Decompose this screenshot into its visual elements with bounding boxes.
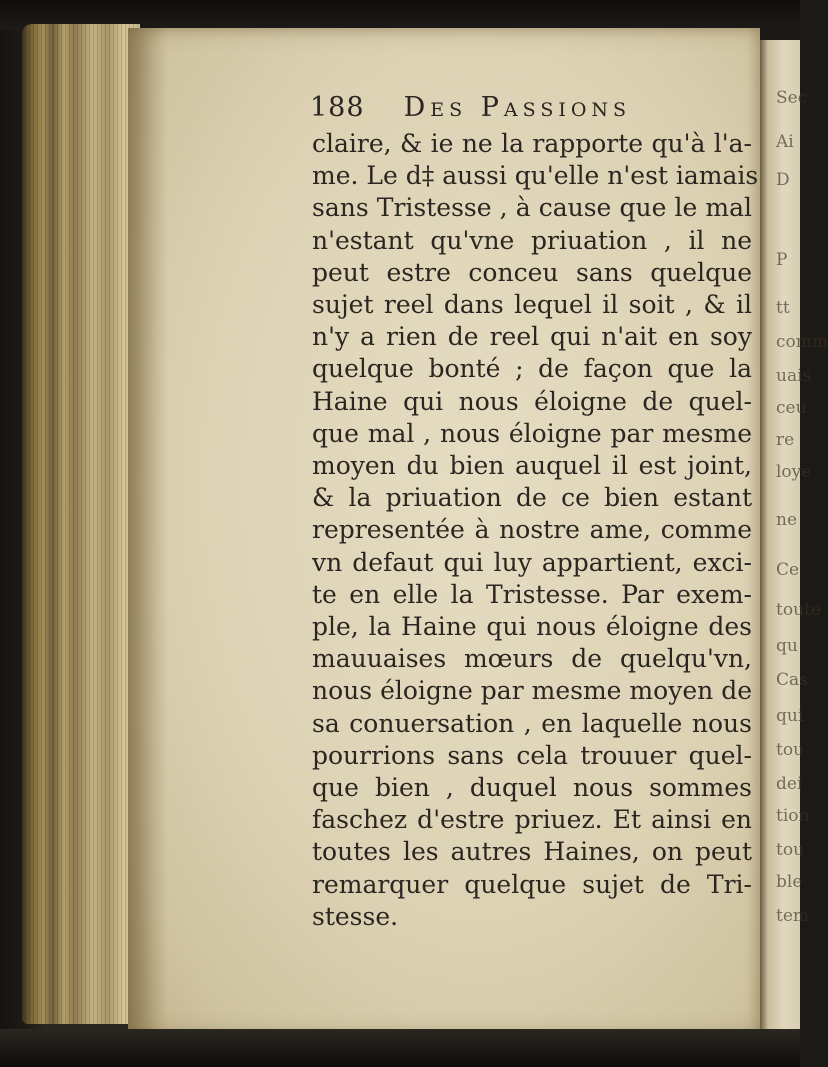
text-line: n'y a rien de reel qui n'ait en soy — [312, 322, 752, 352]
facing-fragment: toute — [776, 600, 821, 620]
text-line: vn defaut qui luy appartient, exci- — [312, 547, 752, 577]
background-bottom — [0, 1029, 800, 1067]
facing-fragment: ceu — [776, 398, 807, 418]
facing-fragment: tion — [776, 806, 810, 826]
page-edges-binding — [22, 24, 140, 1024]
text-line: quelque bonté ; de façon que la — [312, 354, 752, 384]
facing-fragment: tem — [776, 906, 810, 926]
text-line: n'estant qu'vne priuation , il ne — [312, 225, 752, 255]
text-line: sujet reel dans lequel il soit , & il — [312, 290, 752, 320]
text-line: faschez d'estre priuez. Et ainsi en — [312, 805, 752, 835]
text-line: Haine qui nous éloigne de quel- — [312, 386, 752, 416]
facing-fragment: Ai — [776, 132, 794, 152]
text-line: stesse. — [312, 901, 399, 931]
text-line: me. Le d‡ aussi qu'elle n'est iamais — [312, 161, 759, 191]
text-line: ple, la Haine qui nous éloigne des — [312, 612, 752, 642]
facing-fragment: dei — [776, 774, 803, 794]
facing-fragment: Ce — [776, 560, 800, 580]
page-number: 188 — [310, 92, 365, 123]
text-line: representée à nostre ame, comme — [312, 515, 752, 545]
facing-fragment: ne — [776, 510, 798, 530]
facing-fragment: re — [776, 430, 795, 450]
facing-fragment: D — [776, 170, 790, 190]
facing-fragment: comm — [776, 332, 828, 352]
facing-fragment: ble — [776, 872, 803, 892]
text-line: moyen du bien auquel il est joint, — [312, 451, 752, 481]
text-line: sa conuersation , en laquelle nous — [312, 708, 752, 738]
text-line: peut estre conceu sans quelque — [312, 257, 752, 287]
body-text — [312, 128, 759, 933]
facing-fragment: uais — [776, 366, 812, 386]
facing-fragment: loye — [776, 462, 812, 482]
text-line: mauuaises mœurs de quelqu'vn, — [312, 644, 752, 674]
facing-fragment: tou — [776, 740, 805, 760]
facing-fragment: P — [776, 250, 788, 270]
text-line: claire, & ie ne la rapporte qu'à l'a- — [312, 129, 752, 158]
text-line: toutes les autres Haines, on peut — [312, 837, 752, 867]
text-line: que mal , nous éloigne par mesme — [312, 418, 752, 448]
facing-fragment: qui — [776, 706, 804, 726]
facing-page-strip — [760, 40, 828, 1040]
text-line: pourrions sans cela trouuer quel- — [312, 740, 752, 770]
running-header — [310, 92, 631, 123]
running-title: Des Passions — [403, 92, 632, 123]
text-line: remarquer quelque sujet de Tri- — [312, 869, 752, 899]
facing-fragment: tou — [776, 840, 805, 860]
facing-fragment: Cas — [776, 670, 808, 690]
text-line: & la priuation de ce bien estant — [312, 483, 752, 513]
text-line: te en elle la Tristesse. Par exem- — [312, 579, 752, 609]
facing-fragment: Sec — [776, 88, 808, 108]
text-line: nous éloigne par mesme moyen de — [312, 676, 752, 706]
facing-fragment: tt — [776, 298, 790, 318]
text-line: que bien , duquel nous sommes — [312, 773, 752, 803]
facing-fragment: qu — [776, 636, 798, 656]
text-line: sans Tristesse , à cause que le mal — [312, 193, 752, 223]
